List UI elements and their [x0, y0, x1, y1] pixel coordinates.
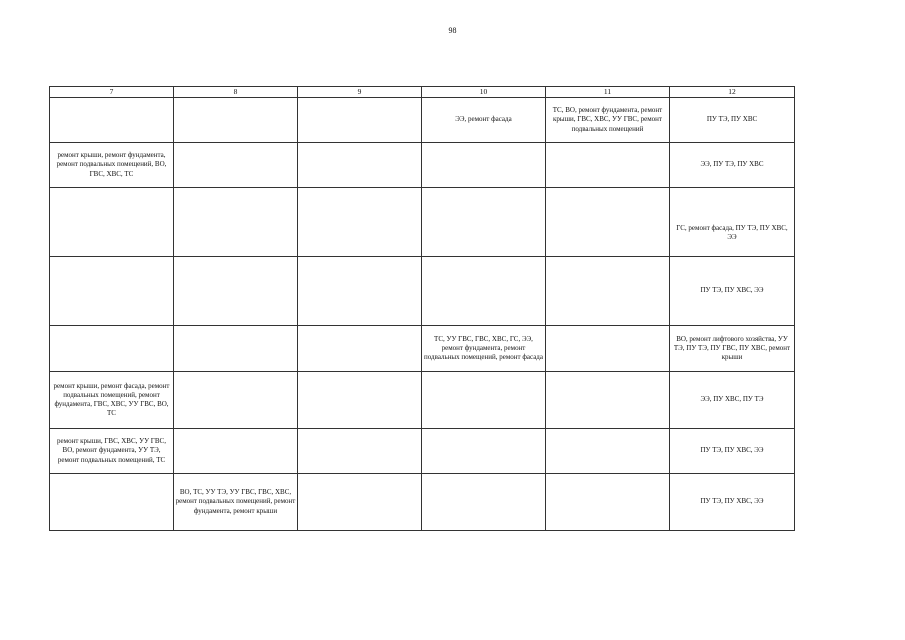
table-cell	[422, 188, 546, 257]
table-cell	[174, 257, 298, 326]
table-cell: ВО, ремонт лифтового хозяйства, УУ ТЭ, ПУ ТЭ, ПУ ГВС, ПУ ХВС, ремонт крыши	[670, 326, 795, 372]
page-number: 98	[448, 26, 457, 35]
table-cell: ЭЭ, ПУ ХВС, ПУ ТЭ	[670, 372, 795, 429]
works-table	[49, 86, 795, 531]
column-header-11: 11	[546, 87, 670, 98]
table-cell	[298, 143, 422, 188]
table-cell	[546, 372, 670, 429]
table-cell: ТС, ВО, ремонт фундамента, ремонт крыши, ГВС, ХВС, УУ ГВС, ремонт подвальных помещений	[546, 98, 670, 143]
table-cell	[298, 98, 422, 143]
table-cell: ПУ ТЭ, ПУ ХВС	[670, 98, 795, 143]
table-cell	[298, 326, 422, 372]
column-header-9: 9	[298, 87, 422, 98]
table-row	[50, 98, 795, 143]
table-cell	[50, 474, 174, 531]
table-cell	[546, 257, 670, 326]
table-cell	[174, 326, 298, 372]
table-cell	[174, 429, 298, 474]
column-header-10: 10	[422, 87, 546, 98]
table-cell: ПУ ТЭ, ПУ ХВС, ЭЭ	[670, 474, 795, 531]
table-row	[50, 326, 795, 372]
column-header-7: 7	[50, 87, 174, 98]
table-row	[50, 143, 795, 188]
table-row	[50, 257, 795, 326]
table-cell: ремонт крыши, ремонт фундамента, ремонт подвальных помещений, ВО, ГВС, ХВС, ТС	[50, 143, 174, 188]
table-cell	[50, 98, 174, 143]
table-row	[50, 372, 795, 429]
table-cell	[174, 188, 298, 257]
table-cell	[546, 188, 670, 257]
table-cell	[546, 474, 670, 531]
table-cell: ремонт крыши, ГВС, ХВС, УУ ГВС, ВО, ремонт фундамента, УУ ТЭ, ремонт подвальных помещений, ТС	[50, 429, 174, 474]
table-cell	[50, 188, 174, 257]
table-cell	[422, 429, 546, 474]
table-cell: ПУ ТЭ, ПУ ХВС, ЭЭ	[670, 429, 795, 474]
table-cell	[298, 188, 422, 257]
table-cell	[422, 474, 546, 531]
table-cell	[546, 143, 670, 188]
table-row	[50, 188, 795, 257]
table-cell: ЭЭ, ремонт фасада	[422, 98, 546, 143]
table-cell	[422, 257, 546, 326]
column-header-12: 12	[670, 87, 795, 98]
table-cell	[50, 257, 174, 326]
table-row	[50, 429, 795, 474]
table-cell	[298, 372, 422, 429]
table-row	[50, 474, 795, 531]
column-header-8: 8	[174, 87, 298, 98]
table-cell	[422, 143, 546, 188]
table-cell	[298, 429, 422, 474]
table-cell: ремонт крыши, ремонт фасада, ремонт подвальных помещений, ремонт фундамента, ГВС, ХВС, УУ ГВС, ВО, ТС	[50, 372, 174, 429]
table-cell	[50, 326, 174, 372]
table-cell: ПУ ТЭ, ПУ ХВС, ЭЭ	[670, 257, 795, 326]
table-cell	[174, 98, 298, 143]
table-cell	[546, 429, 670, 474]
table-cell: ГС, ремонт фасада, ПУ ТЭ, ПУ ХВС, ЭЭ	[670, 188, 795, 257]
table-cell	[546, 326, 670, 372]
table-cell: ТС, УУ ГВС, ГВС, ХВС, ГС, ЭЭ, ремонт фундамента, ремонт подвальных помещений, ремонт фасада	[422, 326, 546, 372]
table-cell: ВО, ТС, УУ ТЭ, УУ ГВС, ГВС, ХВС, ремонт подвальных помещений, ремонт фундамента, ремонт крыши	[174, 474, 298, 531]
table-cell	[298, 257, 422, 326]
table-cell	[298, 474, 422, 531]
table-cell	[174, 143, 298, 188]
table-cell	[422, 372, 546, 429]
table-cell	[174, 372, 298, 429]
table-header-row	[50, 87, 795, 98]
table-cell: ЭЭ, ПУ ТЭ, ПУ ХВС	[670, 143, 795, 188]
